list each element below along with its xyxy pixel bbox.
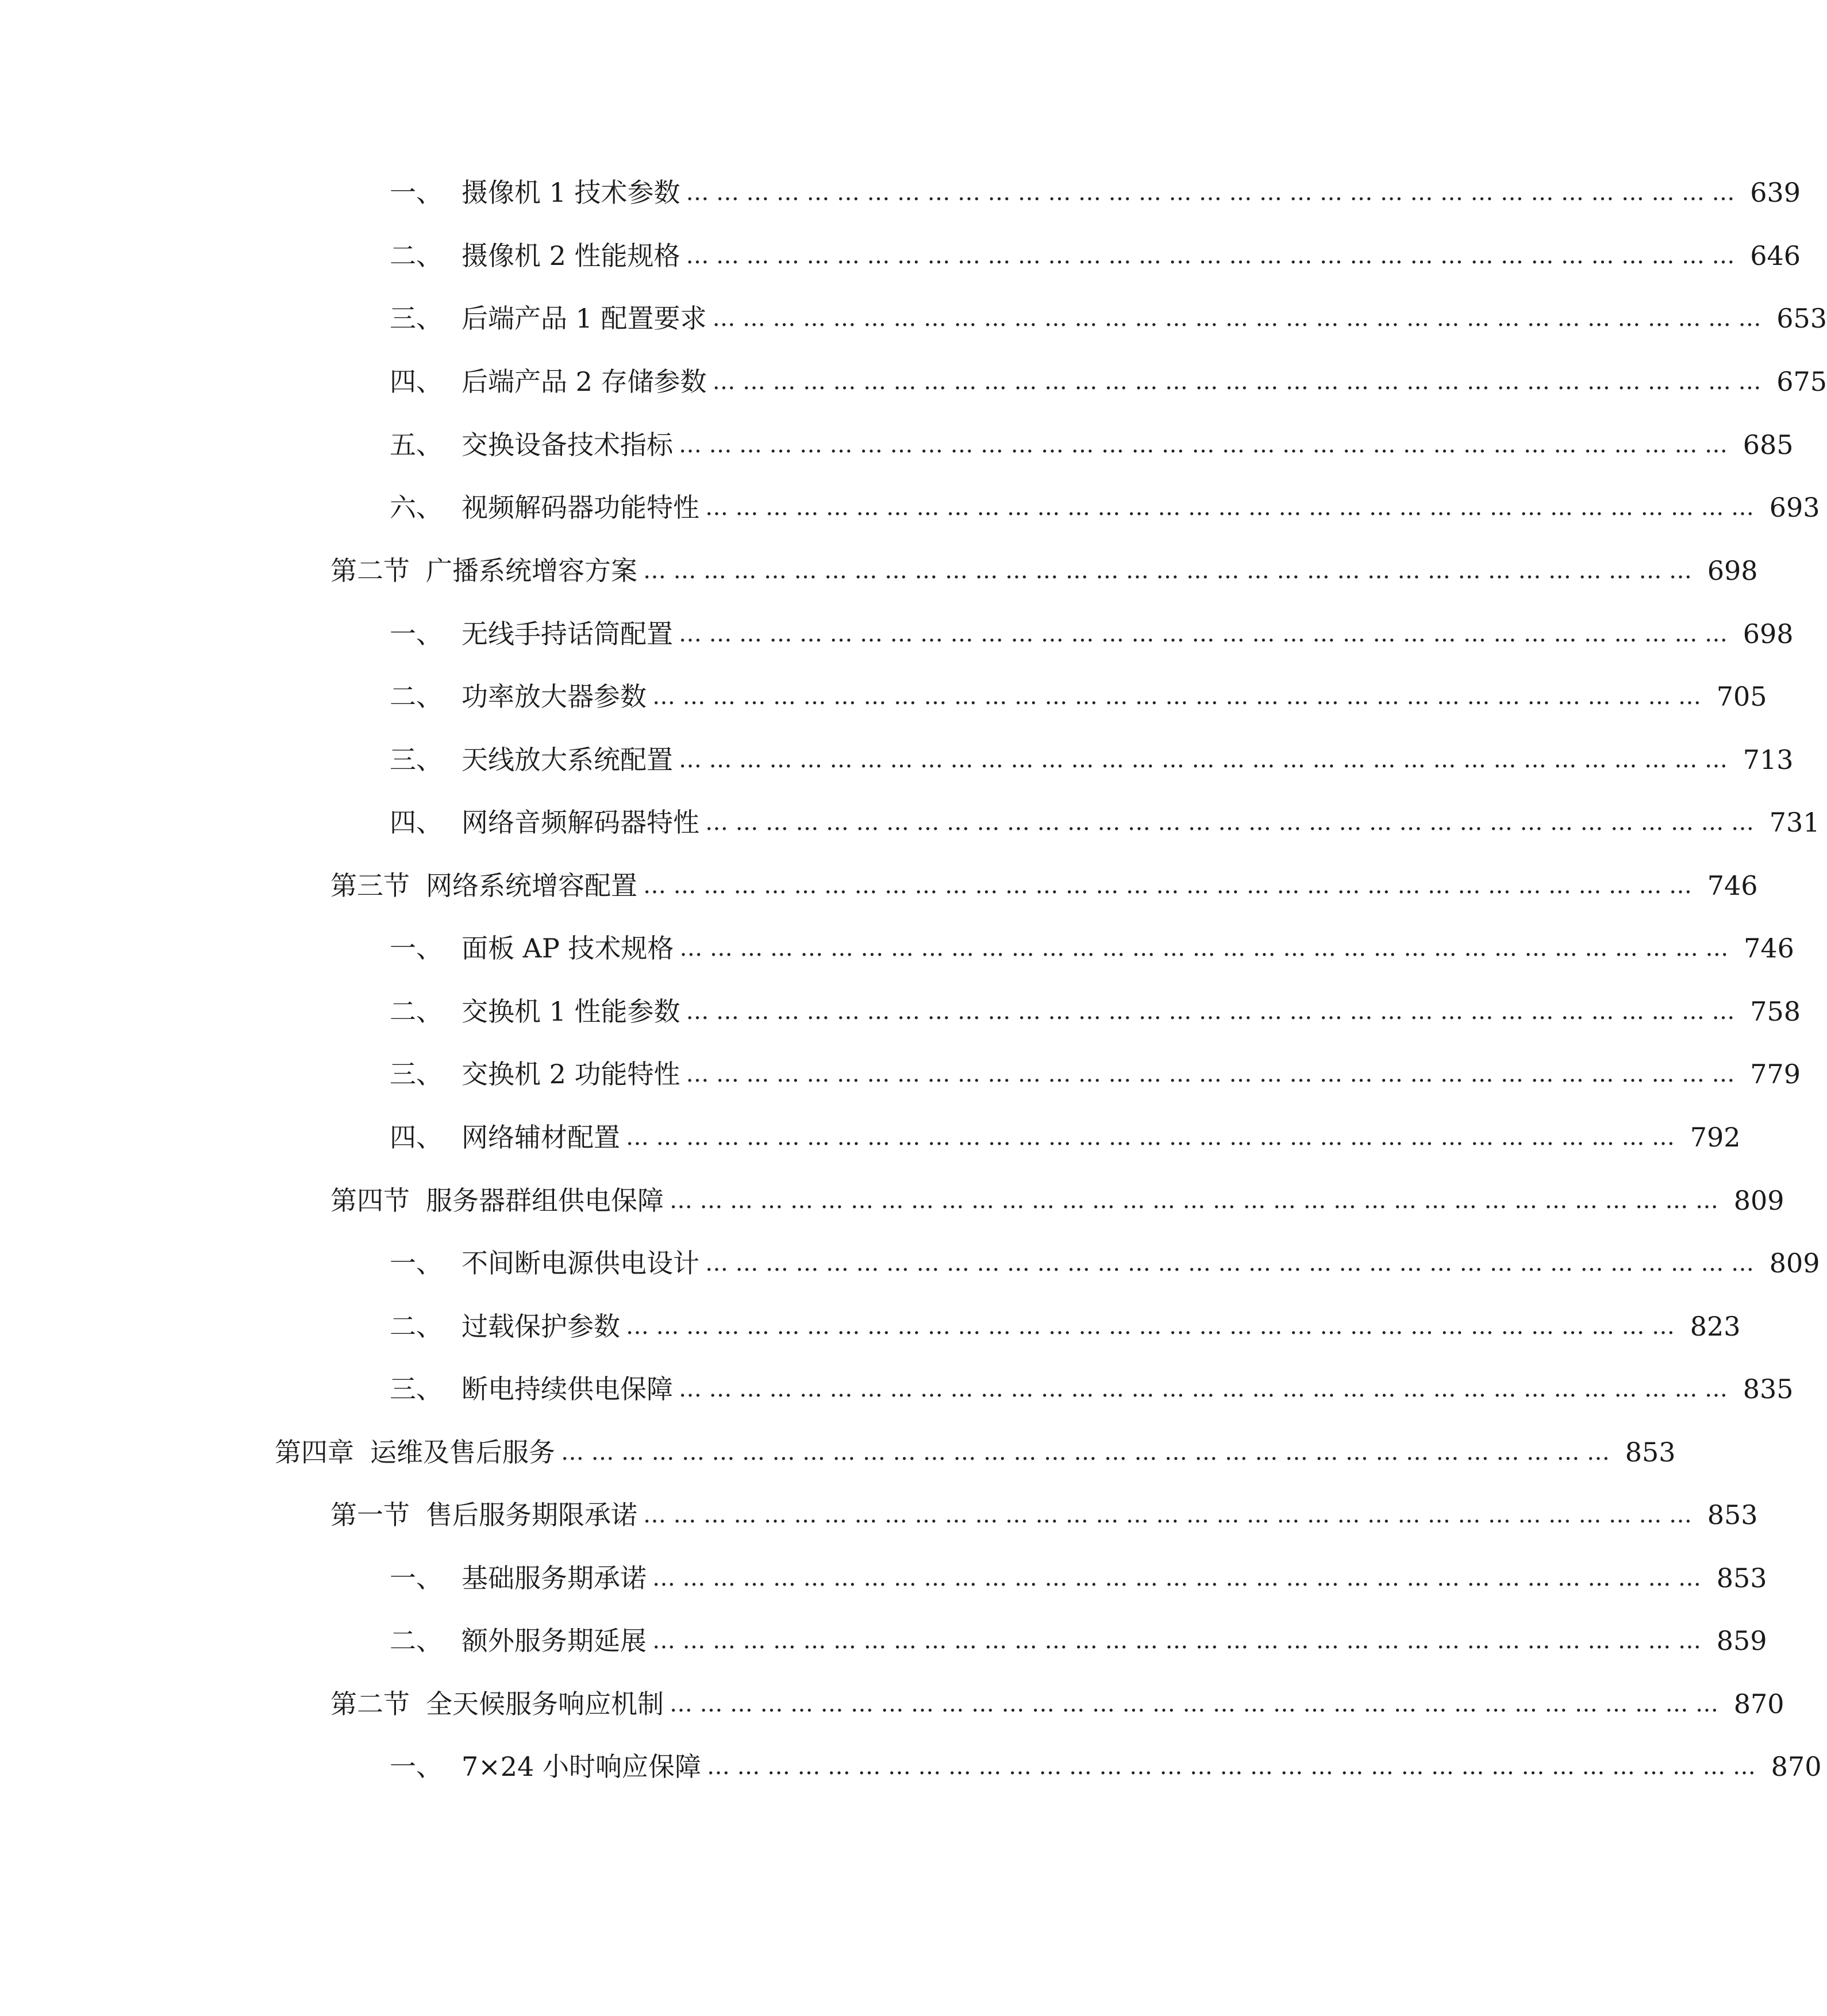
toc-entry-page: 746 <box>1707 870 1758 901</box>
toc-entry-page: 870 <box>1733 1688 1784 1719</box>
toc-entry[interactable] <box>390 359 1827 405</box>
toc-entry-title: 天线放大系统配置 <box>461 744 673 775</box>
toc-entry-page: 693 <box>1769 492 1820 523</box>
toc-dot-leader: …………………………………………………………………………………………… <box>643 557 1699 584</box>
toc-entry-title: 交换机 1 性能参数 <box>461 996 680 1027</box>
toc-entry-title: 摄像机 2 性能规格 <box>461 240 680 271</box>
toc-entry[interactable] <box>390 611 1794 657</box>
toc-entry-number: 四、 <box>390 1122 443 1153</box>
toc-entry[interactable] <box>390 988 1801 1034</box>
toc-entry[interactable] <box>390 799 1820 845</box>
toc-dot-leader: …………………………………………………………………………………………… <box>679 621 1735 647</box>
toc-entry-title: 无线手持话筒配置 <box>461 618 673 649</box>
toc-entry[interactable] <box>390 422 1794 468</box>
toc-entry-page: 809 <box>1733 1185 1784 1216</box>
toc-dot-leader: …………………………………………………………………………………………… <box>705 494 1761 521</box>
toc-entry[interactable] <box>390 925 1794 971</box>
toc-entry-title: 7×24 小时响应保障 <box>461 1751 701 1782</box>
toc-entry-page: 758 <box>1750 996 1801 1027</box>
toc-entry-title: 全天候服务响应机制 <box>426 1688 664 1719</box>
toc-entry-number: 一、 <box>390 1751 443 1782</box>
toc-dot-leader: …………………………………………………………………………………………… <box>712 305 1769 332</box>
toc-dot-leader: …………………………………………………………………………………………… <box>626 1313 1682 1340</box>
toc-entry-page: 870 <box>1771 1751 1822 1782</box>
toc-dot-leader: …………………………………………………………………………………………… <box>561 1439 1617 1465</box>
toc-entry-number: 三、 <box>390 1059 443 1090</box>
toc-entry-number: 三、 <box>390 744 443 775</box>
toc-entry-page: 653 <box>1776 303 1827 334</box>
toc-entry-number: 一、 <box>390 177 443 208</box>
toc-entry-number: 第三节 <box>330 870 410 901</box>
toc-entry-page: 746 <box>1744 933 1794 964</box>
toc-entry-page: 646 <box>1750 240 1801 271</box>
toc-entry-number: 二、 <box>390 1625 443 1656</box>
toc-entry-page: 698 <box>1743 618 1794 649</box>
toc-entry[interactable] <box>390 1114 1741 1160</box>
toc-entry-title: 售后服务期限承诺 <box>426 1499 637 1530</box>
toc-entry-number: 二、 <box>390 996 443 1027</box>
toc-dot-leader: …………………………………………………………………………………………… <box>686 243 1743 269</box>
toc-entry-title: 后端产品 2 存储参数 <box>461 366 707 397</box>
toc-entry-number: 第四节 <box>330 1185 410 1216</box>
toc-dot-leader: …………………………………………………………………………………………… <box>686 179 1743 206</box>
toc-entry[interactable] <box>390 1744 1822 1790</box>
toc-entry-page: 853 <box>1625 1437 1676 1468</box>
toc-entry-number: 第二节 <box>330 555 410 586</box>
toc-entry-page: 675 <box>1776 366 1827 397</box>
toc-entry-page: 713 <box>1743 744 1794 775</box>
toc-entry-number: 二、 <box>390 1311 443 1342</box>
toc-entry[interactable] <box>390 674 1767 720</box>
toc-entry-number: 四、 <box>390 366 443 397</box>
toc-dot-leader: …………………………………………………………………………………………… <box>643 1502 1699 1528</box>
toc-entry[interactable] <box>330 1681 1784 1727</box>
toc-entry-number: 二、 <box>390 240 443 271</box>
toc-entry-title: 交换设备技术指标 <box>461 429 673 460</box>
toc-entry[interactable] <box>330 863 1758 909</box>
toc-entry[interactable] <box>330 548 1758 594</box>
toc-entry-title: 服务器群组供电保障 <box>426 1185 664 1216</box>
toc-entry-number: 一、 <box>390 933 443 964</box>
toc-dot-leader: …………………………………………………………………………………………… <box>626 1124 1682 1151</box>
toc-dot-leader: …………………………………………………………………………………………… <box>679 935 1736 961</box>
toc-dot-leader: …………………………………………………………………………………………… <box>652 683 1709 710</box>
toc-entry-title: 摄像机 1 技术参数 <box>461 177 680 208</box>
toc-entry-title: 后端产品 1 配置要求 <box>461 303 707 334</box>
toc-entry[interactable] <box>390 170 1801 216</box>
toc-entry-title: 网络音频解码器特性 <box>461 807 699 838</box>
toc-entry[interactable] <box>330 1178 1784 1224</box>
toc-dot-leader: …………………………………………………………………………………………… <box>643 872 1699 899</box>
toc-entry-number: 一、 <box>390 618 443 649</box>
toc-entry-number: 四、 <box>390 807 443 838</box>
toc-entry[interactable] <box>390 1240 1820 1286</box>
toc-entry-page: 698 <box>1707 555 1758 586</box>
toc-dot-leader: …………………………………………………………………………………………… <box>705 1250 1761 1276</box>
toc-entry-title: 基础服务期承诺 <box>461 1563 647 1594</box>
toc-entry-title: 不间断电源供电设计 <box>461 1248 699 1279</box>
toc-entry-number: 二、 <box>390 681 443 712</box>
toc-entry-page: 731 <box>1769 807 1820 838</box>
toc-entry[interactable] <box>390 1303 1741 1349</box>
toc-entry-number: 五、 <box>390 429 443 460</box>
toc-dot-leader: …………………………………………………………………………………………… <box>679 1376 1735 1402</box>
toc-entry-title: 视频解码器功能特性 <box>461 492 699 523</box>
toc-dot-leader: …………………………………………………………………………………………… <box>712 368 1769 395</box>
toc-entry-number: 三、 <box>390 303 443 334</box>
toc-dot-leader: …………………………………………………………………………………………… <box>670 1691 1726 1717</box>
toc-dot-leader: …………………………………………………………………………………………… <box>686 1061 1743 1087</box>
toc-dot-leader: …………………………………………………………………………………………… <box>679 432 1735 458</box>
toc-entry-title: 过载保护参数 <box>461 1311 620 1342</box>
toc-entry-title: 网络辅材配置 <box>461 1122 620 1153</box>
toc-entry[interactable] <box>390 1555 1767 1601</box>
toc-entry-page: 705 <box>1716 681 1767 712</box>
toc-entry[interactable] <box>330 1492 1758 1538</box>
toc-dot-leader: …………………………………………………………………………………………… <box>670 1187 1726 1214</box>
toc-entry-number: 第四章 <box>275 1437 354 1468</box>
toc-entry-number: 一、 <box>390 1563 443 1594</box>
toc-dot-leader: …………………………………………………………………………………………… <box>705 809 1761 836</box>
toc-entry[interactable] <box>390 233 1801 279</box>
toc-entry[interactable] <box>390 1051 1801 1097</box>
toc-entry-title: 额外服务期延展 <box>461 1625 647 1656</box>
toc-entry[interactable] <box>390 737 1794 783</box>
toc-entry[interactable] <box>390 1618 1767 1664</box>
toc-entry-title: 广播系统增容方案 <box>426 555 637 586</box>
toc-entry-number: 第一节 <box>330 1499 410 1530</box>
toc-entry-number: 六、 <box>390 492 443 523</box>
toc-entry-page: 835 <box>1743 1374 1794 1405</box>
toc-entry-title: 面板 AP 技术规格 <box>461 933 674 964</box>
toc-dot-leader: …………………………………………………………………………………………… <box>652 1628 1709 1654</box>
toc-entry-title: 功率放大器参数 <box>461 681 647 712</box>
toc-entry-number: 一、 <box>390 1248 443 1279</box>
toc-entry-title: 运维及售后服务 <box>370 1437 555 1468</box>
toc-entry-page: 859 <box>1716 1625 1767 1656</box>
toc-entry[interactable] <box>275 1429 1676 1475</box>
toc-entry-title: 断电持续供电保障 <box>461 1374 673 1405</box>
toc-entry-page: 853 <box>1707 1499 1758 1530</box>
toc-dot-leader: …………………………………………………………………………………………… <box>679 747 1735 773</box>
toc-entry-page: 823 <box>1690 1311 1741 1342</box>
toc-entry-page: 685 <box>1743 429 1794 460</box>
toc-entry[interactable] <box>390 484 1820 530</box>
toc-entry-number: 三、 <box>390 1374 443 1405</box>
toc-entry-page: 853 <box>1716 1563 1767 1594</box>
toc-entry-page: 809 <box>1769 1248 1820 1279</box>
toc-entry-page: 779 <box>1750 1059 1801 1090</box>
toc-dot-leader: …………………………………………………………………………………………… <box>686 998 1743 1025</box>
toc-dot-leader: …………………………………………………………………………………………… <box>706 1753 1763 1780</box>
toc-entry-number: 第二节 <box>330 1688 410 1719</box>
toc-entry-page: 639 <box>1750 177 1801 208</box>
toc-entry[interactable] <box>390 295 1827 341</box>
toc-entry-page: 792 <box>1690 1122 1741 1153</box>
toc-dot-leader: …………………………………………………………………………………………… <box>652 1565 1709 1591</box>
toc-entry-title: 交换机 2 功能特性 <box>461 1059 680 1090</box>
toc-entry[interactable] <box>390 1366 1794 1412</box>
toc-entry-title: 网络系统增容配置 <box>426 870 637 901</box>
